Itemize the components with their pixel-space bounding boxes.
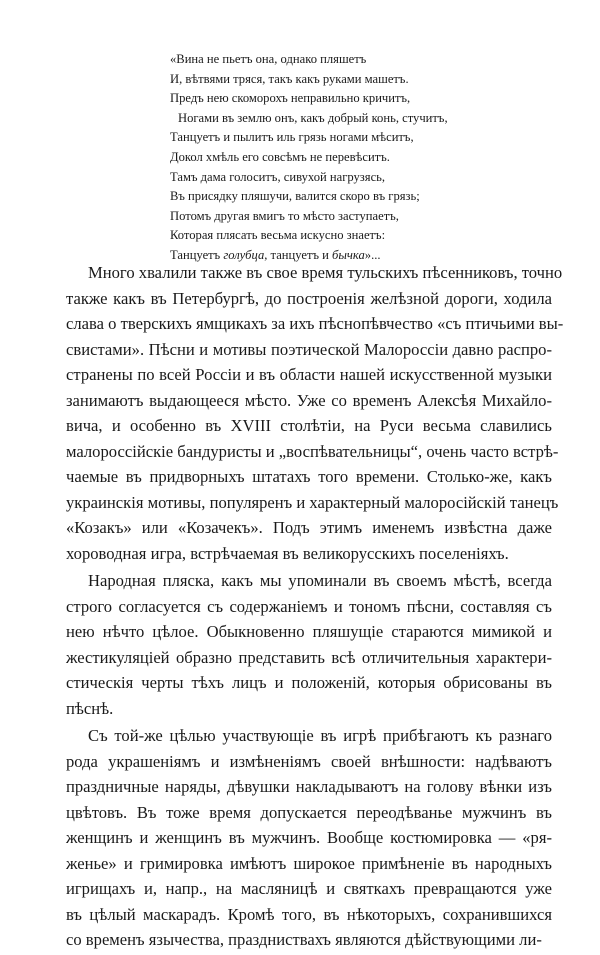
verse-line: Предъ нею скоморохъ неправильно кричитъ, <box>170 91 411 106</box>
verse-line: Тамъ дама голоситъ, сивухой нагрузясь, <box>170 169 386 184</box>
text-line: также какъ въ Петербургѣ, до построенія желѣзной дороги, ходила <box>66 288 552 308</box>
text-line: Съ той-же цѣлью участвующіе въ игрѣ прибѣгаютъ къ разнаго <box>88 726 552 745</box>
paragraph <box>66 568 552 721</box>
italic-dance-name: голубца <box>223 247 265 262</box>
text-line: слава о тверскихъ ямщикахъ за ихъ пѣснопѣвчество «съ птичьими вы- <box>66 314 564 333</box>
verse-line: Которая плясать весьма искусно знаетъ: <box>170 228 386 243</box>
verse-fragment: , танцуетъ и <box>264 247 333 262</box>
paragraph <box>66 260 564 566</box>
paragraph <box>66 723 552 953</box>
verse-line: Потомъ другая вмигъ то мѣсто заступаетъ, <box>170 208 399 223</box>
verse-line: Въ присядку пляшучи, валится скоро въ грязь; <box>170 189 420 204</box>
text-line: женье» и гримировка имѣютъ широкое примѣненіе въ народныхъ <box>66 853 552 873</box>
verse-fragment: Танцуетъ <box>170 247 224 262</box>
text-line: украинскія мотивы, популяренъ и характерный малоросійскій танецъ <box>66 492 559 512</box>
text-line: свистами». Пѣсни и мотивы поэтической Малороссіи давно распро- <box>66 339 552 359</box>
text-line: Много хвалили также въ свое время тульскихъ пѣсенниковъ, точно <box>88 263 563 282</box>
prose-body <box>66 260 564 955</box>
text-line: Народная пляска, какъ мы упоминали въ своемъ мѣстѣ, всегда <box>88 571 552 590</box>
text-line: строго согласуется съ содержаніемъ и тономъ пѣсни, составляя съ <box>66 596 552 616</box>
text-line: хороводная игра, встрѣчаемая въ великорусскихъ поселеніяхъ. <box>66 543 509 563</box>
text-line: вича, и особенно въ XVIII столѣтіи, на Руси весьма славились <box>66 416 552 435</box>
italic-dance-name: бычка <box>332 247 365 262</box>
text-line: пѣснѣ. <box>66 698 114 718</box>
text-line: жестикуляціей образно представить всѣ отличительныя характери- <box>66 647 552 667</box>
text-line: «Козакъ» или «Козачекъ». Подъ этимъ именемъ извѣстна даже <box>66 518 552 537</box>
text-line: странены по всей Россіи и въ области нашей искусственной музыки <box>66 365 552 384</box>
text-line: стическія черты тѣхъ лицъ и положеній, которыя обрисованы въ <box>66 673 552 692</box>
text-line: въ цѣлый маскарадъ. Кромѣ того, въ нѣкоторыхъ, сохранившихся <box>66 904 552 924</box>
text-line: малороссійскіе бандуристы и „воспѣвательницы“, очень часто встрѣ- <box>66 441 559 461</box>
verse-line: Ногами въ землю онъ, какъ добрый конь, стучитъ, <box>178 110 448 125</box>
text-line: цвѣтовъ. Въ тоже время допускается переодѣванье мужчинъ въ <box>66 802 552 822</box>
text-line: нею нѣчто цѣлое. Обыкновенно пляшущіе стараются мимикой и <box>66 622 552 641</box>
text-line: игрищахъ и, напр., на масляницѣ и святкахъ превращаются уже <box>66 879 552 898</box>
text-line: чаемые въ придворныхъ штатахъ того времени. Столько-же, какъ <box>66 467 552 486</box>
text-line: занимаютъ выдающееся мѣсто. Уже со временъ Алексѣя Михайло- <box>66 390 552 410</box>
text-line: праздничные наряды, дѣвушки накладываютъ на голову вѣнки изъ <box>66 777 552 796</box>
verse-line: Танцуетъ и пылитъ иль грязь ногами мѣситъ, <box>170 130 414 145</box>
verse-quotation <box>170 50 470 266</box>
text-line: рода украшеніямъ и измѣненіямъ своей внѣшности: надѣваютъ <box>66 751 552 771</box>
verse-line: И, вѣтвями тряся, такъ какъ руками машетъ. <box>170 71 409 86</box>
verse-line: «Вина не пьетъ она, однако пляшетъ <box>170 52 367 66</box>
text-line: со временъ язычества, праздниствахъ являются дѣйствующими ли- <box>66 930 542 949</box>
verse-line: Докол хмѣль его совсѣмъ не перевѣситъ. <box>170 149 390 164</box>
text-line: женщинъ и женщинъ въ мужчинъ. Вообще костюмировка — «ря- <box>66 828 552 847</box>
verse-fragment: »... <box>364 247 381 262</box>
